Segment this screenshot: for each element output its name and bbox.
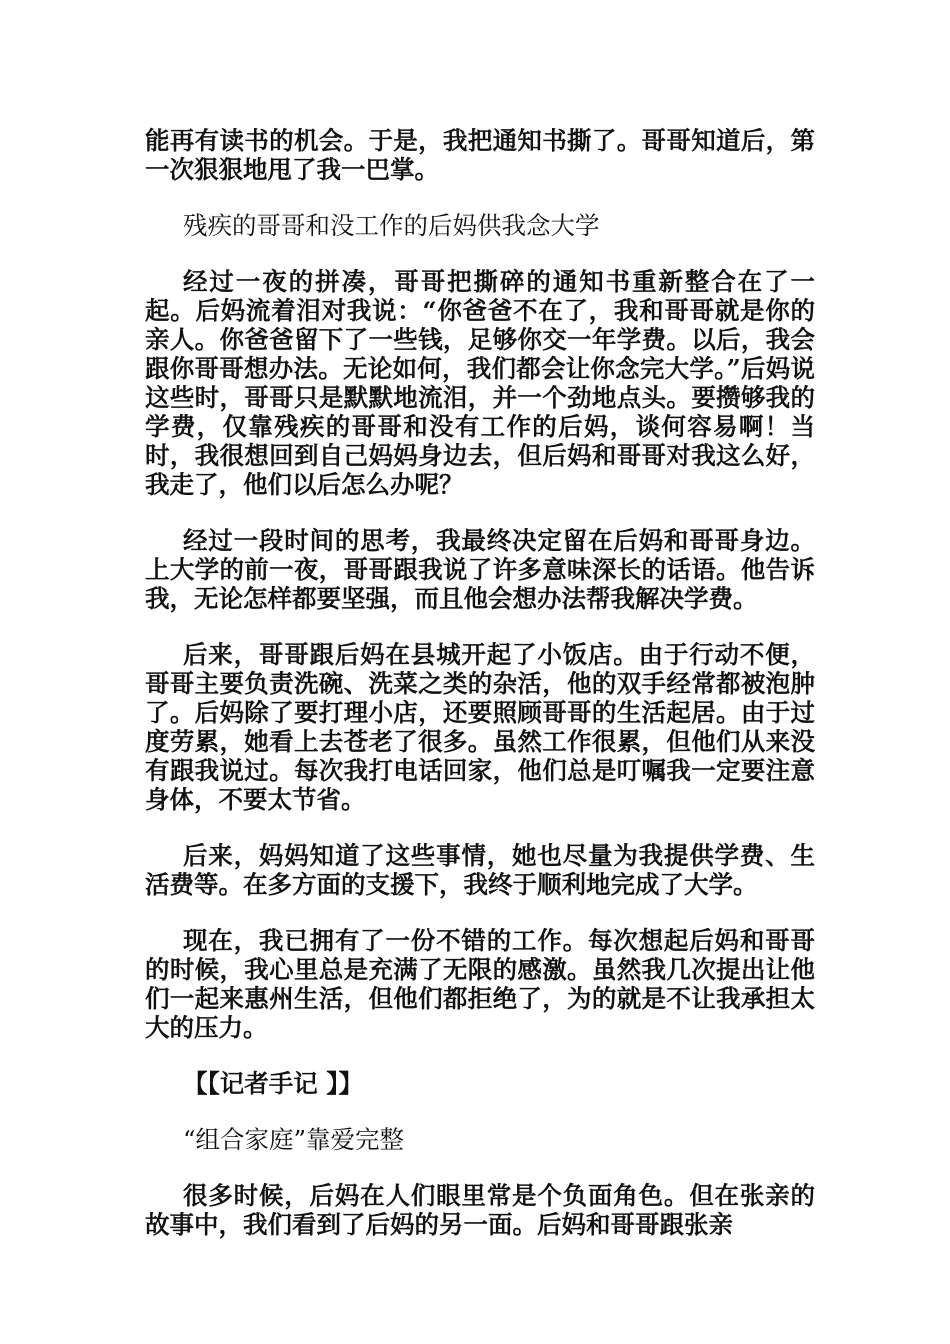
paragraph: 后来，哥哥跟后妈在县城开起了小饭店。由于行动不便，哥哥主要负责洗碗、洗菜之类的杂活，他的双手经常都被泡肿了。后妈除了要打理小店，还要照顾哥哥的生活起居。由于过度劳累，她看上去苍老了很多。虽然工作很累，但他们从来没有跟我说过。每次我打电话回家，他们总是叮嘱我一定要注意身体，不要太节省。 xyxy=(145,640,815,814)
section-subheading: 残疾的哥哥和没工作的后妈供我念大学 xyxy=(183,211,600,240)
paragraph: 现在，我已拥有了一份不错的工作。每次想起后妈和哥哥的时候，我心里总是充满了无限的感激。虽然我几次提出让他们一起来惠州生活，但他们都拒绝了，为的就是不让我承担太大的压力。 xyxy=(145,926,815,1042)
note-subheading: “组合家庭”靠爱完整 xyxy=(183,1125,405,1154)
paragraph: 后来，妈妈知道了这些事情，她也尽量为我提供学费、生活费等。在多方面的支援下，我终于顺利地完成了大学。 xyxy=(145,841,815,899)
article-body xyxy=(145,126,815,1266)
paragraph: 经过一夜的拼凑，哥哥把撕碎的通知书重新整合在了一起。后妈流着泪对我说：“你爸爸不在了，我和哥哥就是你的亲人。你爸爸留下了一些钱，足够你交一年学费。以后，我会跟你哥哥想办法。无论如何，我们都会让你念完大学。”后妈说这些时，哥哥只是默默地流泪，并一个劲地点头。要攒够我的学费，仅靠残疾的哥哥和没有工作的后妈，谈何容易啊！当时，我很想回到自己妈妈身边去，但后妈和哥哥对我这么好，我走了，他们以后怎么办呢？ xyxy=(145,267,815,499)
paragraph-continued: 能再有读书的机会。于是，我把通知书撕了。哥哥知道后，第一次狠狠地甩了我一巴掌。 xyxy=(145,126,815,184)
paragraph: 经过一段时间的思考，我最终决定留在后妈和哥哥身边。上大学的前一夜，哥哥跟我说了许多意味深长的话语。他告诉我，无论怎样都要坚强，而且他会想办法帮我解决学费。 xyxy=(145,526,815,613)
reporter-note-tag: 【【记者手记 】】 xyxy=(183,1069,364,1098)
paragraph: 很多时候，后妈在人们眼里常是个负面角色。但在张亲的故事中，我们看到了后妈的另一面。后妈和哥哥跟张亲 xyxy=(145,1181,815,1239)
